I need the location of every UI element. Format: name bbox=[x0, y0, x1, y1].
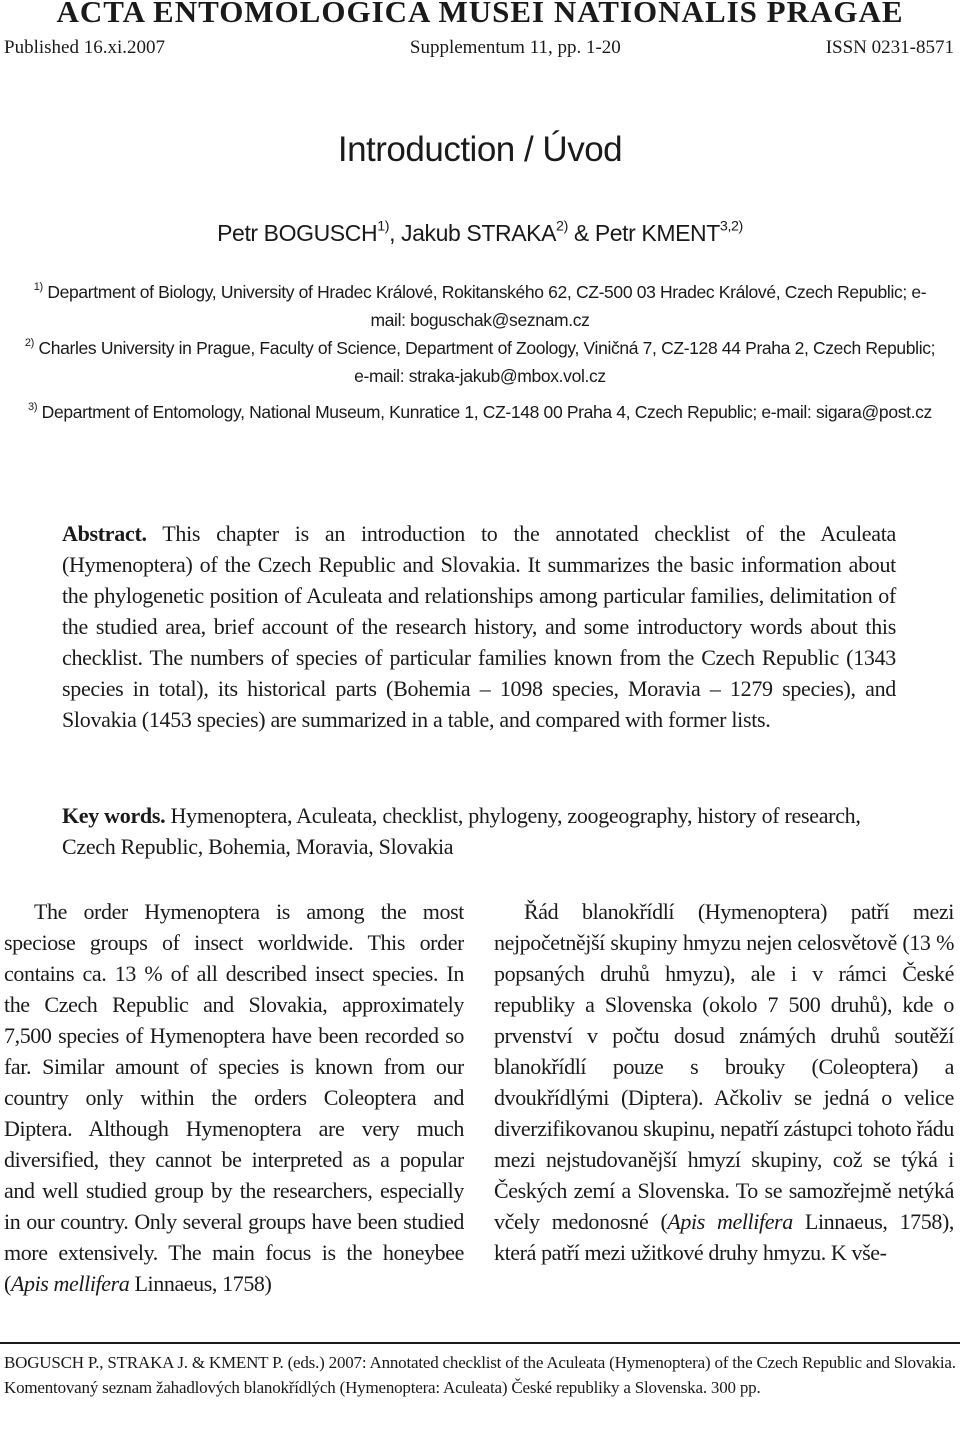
abstract-label: Abstract. bbox=[62, 521, 147, 546]
affiliation-1 bbox=[20, 278, 940, 334]
affiliation-text: Department of Entomology, National Museum, Kunratice 1, CZ-148 00 Praha 4, Czech Republic; e-mail: sigara@post.cz bbox=[41, 402, 932, 422]
body-column-english bbox=[4, 896, 464, 1336]
body-text: Řád blanokřídlí (Hymenoptera) patří mezi nejpočetnější skupiny hmyzu nejen celosvětově (13 % popsaných druhů hmyzu), ale i v rámci České republiky a Slovenska (okolo 7 500 druhů), kde o prvenství v počtu dosud známých druhů soutěží blanokřídlí pouze s brouky (Coleoptera) a dvoukřídlými (Diptera). Ačkoliv se jedná o velice diverzifikovanou skupinu, nepatří zástupci tohoto řádu mezi nejstudovanější hmyzí skupiny, což se týká i Českých zemí a Slovenska. To se samozřejmě netýká včely medonosné ( bbox=[494, 899, 954, 1234]
body-paragraph-czech bbox=[494, 896, 954, 1268]
author-name: Petr KMENT bbox=[594, 220, 720, 246]
species-name: Apis mellifera bbox=[10, 1271, 130, 1296]
author-separator: , bbox=[389, 220, 402, 246]
publication-info bbox=[4, 36, 954, 60]
issn: ISSN 0231-8571 bbox=[825, 37, 954, 58]
body-paragraph-english bbox=[4, 896, 464, 1299]
affiliation-text: Department of Biology, University of Hradec Králové, Rokitanského 62, CZ-500 03 Hradec Králové, Czech Republic; e-mail: boguschak@seznam.cz bbox=[47, 282, 927, 330]
body-text: Linnaeus, 1758) bbox=[129, 1271, 272, 1296]
abstract bbox=[62, 518, 896, 735]
supplement-pages: Supplementum 11, pp. 1-20 bbox=[409, 37, 621, 58]
author-name: Jakub STRAKA bbox=[401, 220, 557, 246]
author-list bbox=[0, 218, 960, 248]
affiliation-mark: 1) bbox=[33, 280, 43, 293]
keywords-label: Key words. bbox=[62, 803, 166, 828]
affiliation-text: Charles University in Prague, Faculty of Science, Department of Zoology, Viničná 7, CZ-128 44 Praha 2, Czech Republic; e-mail: straka-jakub@mbox.vol.cz bbox=[38, 338, 936, 386]
author-affiliation-mark: 2) bbox=[556, 218, 568, 235]
keywords-text: Hymenoptera, Aculeata, checklist, phylogeny, zoogeography, history of research, Czech Republic, Bohemia, Moravia, Slovakia bbox=[62, 803, 861, 859]
author-affiliation-mark: 1) bbox=[377, 218, 390, 235]
journal-title: ACTA ENTOMOLOGICA MUSEI NATIONALIS PRAGAE bbox=[56, 0, 904, 29]
author-separator: & bbox=[567, 220, 595, 246]
body-column-czech bbox=[494, 896, 954, 1336]
author-affiliation-mark: 3,2) bbox=[719, 218, 743, 235]
article-title: Introduction / Úvod bbox=[337, 130, 623, 169]
affiliation-2 bbox=[20, 334, 940, 390]
species-name: Apis mellifera bbox=[667, 1209, 793, 1234]
affiliation-mark: 2) bbox=[24, 336, 34, 349]
keywords bbox=[62, 800, 896, 862]
published-date: Published 16.xi.2007 bbox=[4, 37, 165, 58]
affiliation-mark: 3) bbox=[28, 400, 38, 413]
body-text: Linnaeus, 1758), která patří mezi užitkové druhy hmyzu. K vše- bbox=[494, 1209, 954, 1265]
affiliation-3 bbox=[20, 398, 940, 426]
footer-divider bbox=[0, 1342, 960, 1344]
body-text: The order Hymenoptera is among the most speciose groups of insect worldwide. This order contains ca. 13 % of all described insect species. In the Czech Republic and Slovakia, approximately 7,500 species of Hymenoptera have been recorded so far. Similar amount of species is known from our country only within the orders Coleoptera and Diptera. Although Hymenoptera are very much diversified, they cannot be interpreted as a popular and well studied group by the researchers, especially in our country. Only several groups have been studied more extensively. The main focus is the honeybee ( bbox=[4, 899, 464, 1296]
abstract-text: This chapter is an introduction to the annotated checklist of the Aculeata (Hymenoptera) of the Czech Republic and Slovakia. It summarizes the basic information about the phylogenetic position of Aculeata and relationships among particular families, delimitation of the studied area, brief account of the research history, and some introductory words about this checklist. The numbers of species of particular families known from the Czech Republic (1343 species in total), its historical parts (Bohemia – 1098 species, Moravia – 1279 species), and Slovakia (1453 species) are summarized in a table, and compared with former lists. bbox=[62, 521, 896, 732]
author-name: Petr BOGUSCH bbox=[217, 220, 378, 246]
citation-footer: BOGUSCH P., STRAKA J. & KMENT P. (eds.) 2007: Annotated checklist of the Aculeata (Hymenoptera) of the Czech Republic and Slovakia. Komentovaný seznam žahadlových blanokřídlých (Hymenoptera: Aculeata) České republiky a Slovenska. 300 pp. bbox=[4, 1353, 956, 1397]
